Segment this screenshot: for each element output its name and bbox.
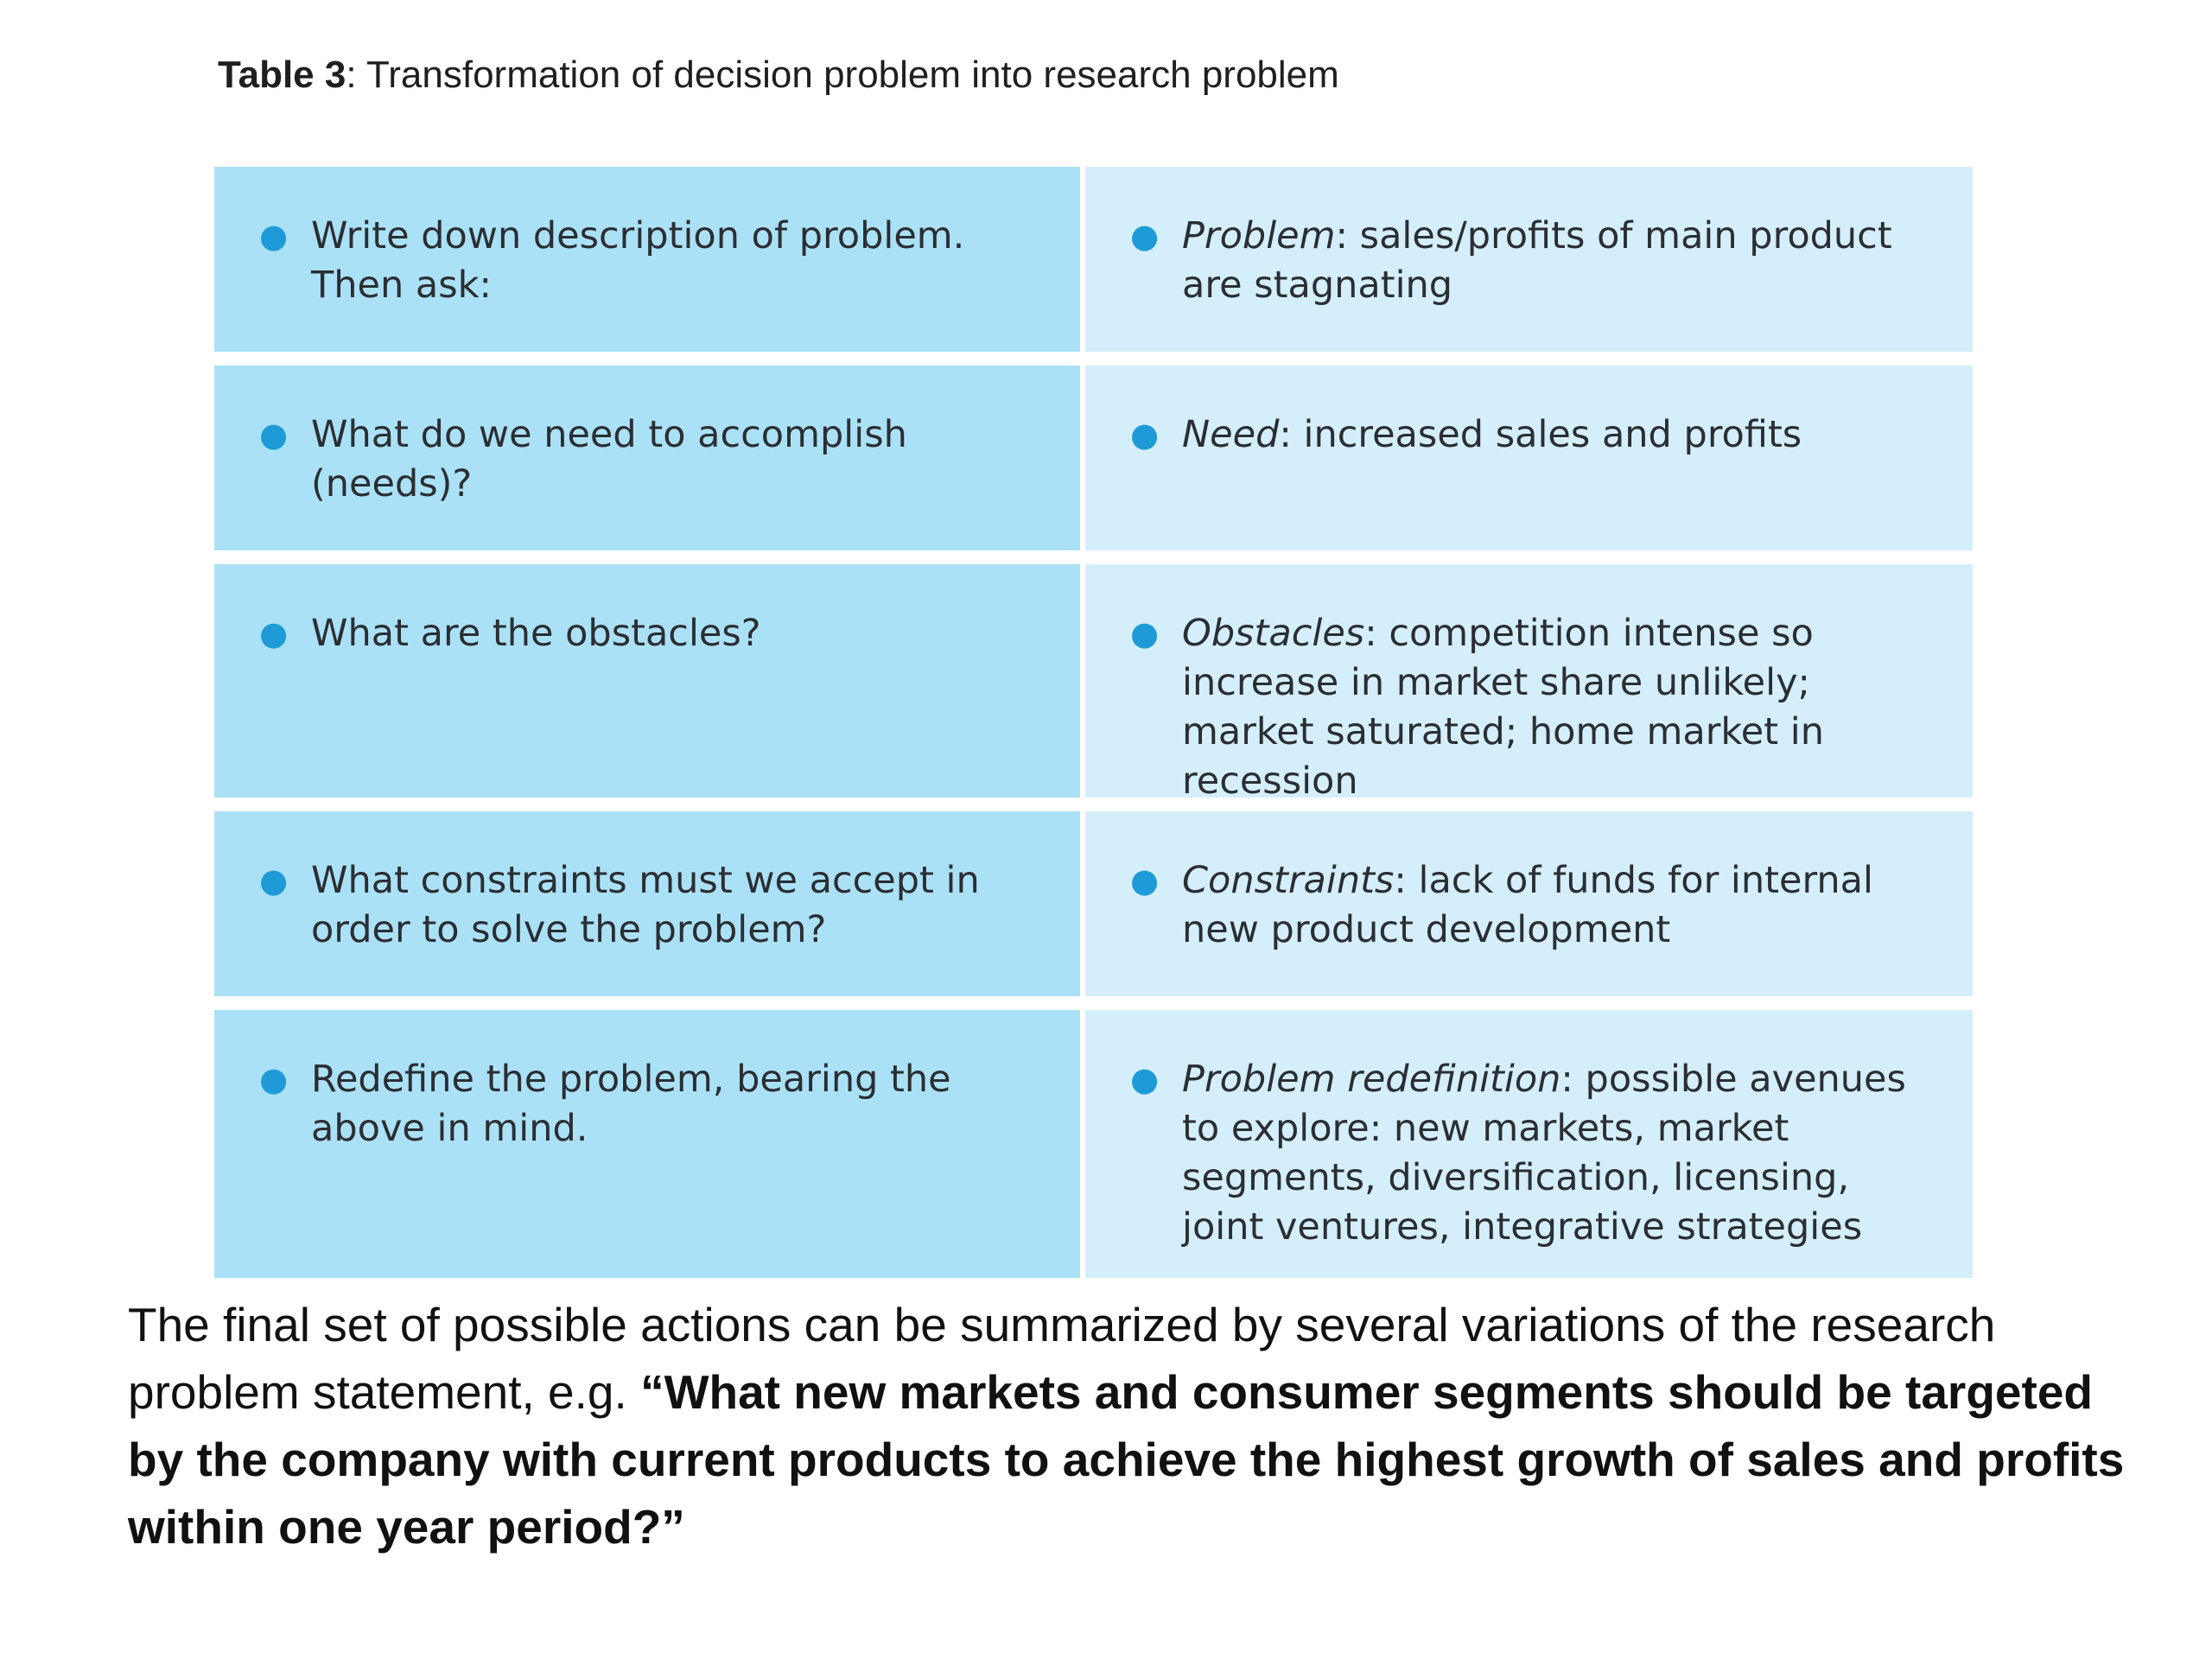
bullet-icon: ● <box>259 861 289 899</box>
decision-step-text: What constraints must we accept in order to solve the problem? <box>311 859 980 951</box>
decision-step-cell <box>214 1010 1080 1278</box>
table-row <box>214 1010 1973 1278</box>
decision-step-text: What do we need to accomplish (needs)? <box>311 413 907 505</box>
bullet-icon: ● <box>259 1060 289 1098</box>
table-row <box>214 365 1973 550</box>
answer-detail: : competition intense so increase in market share unlikely; market saturated; home market in recession <box>1182 612 1824 803</box>
research-answer-cell <box>1085 1010 1973 1278</box>
bullet-icon: ● <box>1130 861 1160 899</box>
bullet-icon: ● <box>1130 1060 1160 1098</box>
research-answer-text <box>1182 609 1938 806</box>
decision-step-cell <box>214 167 1080 352</box>
answer-term: Problem redefinition <box>1182 1058 1561 1101</box>
table-row <box>214 811 1973 996</box>
answer-detail: : sales/profits of main product are stagnating <box>1182 214 1892 307</box>
table-row <box>214 167 1973 352</box>
answer-detail: : possible avenues to explore: new markets, market segments, diversification, licensing, joint ventures, integrative strategies <box>1182 1058 1906 1249</box>
bullet-icon: ● <box>259 217 289 255</box>
bullet-icon: ● <box>259 416 289 454</box>
table-row <box>214 564 1973 803</box>
research-answer-text <box>1182 410 1938 460</box>
decision-step-text: Redefine the problem, bearing the above in mind. <box>311 1058 951 1150</box>
answer-term: Problem <box>1182 214 1336 257</box>
research-question: “What new markets and consumer segments should be targeted by the company with current products to achieve the highest growth of sales and profits within one year period?” <box>128 1365 2125 1554</box>
table-caption-label: Table 3 <box>218 54 346 96</box>
table-caption-text: : Transformation of decision problem into research problem <box>346 54 1339 96</box>
decision-step-cell <box>214 365 1080 550</box>
research-answer-cell <box>1085 365 1973 550</box>
answer-term: Need <box>1182 413 1280 456</box>
transformation-table <box>214 167 1973 1292</box>
bullet-icon: ● <box>1130 416 1160 454</box>
research-answer-text <box>1182 1055 1938 1252</box>
answer-term: Obstacles <box>1182 612 1365 655</box>
research-answer-cell <box>1085 167 1973 352</box>
decision-step-text: What are the obstacles? <box>311 612 761 655</box>
research-answer-text <box>1182 212 1938 310</box>
answer-term: Constraints <box>1182 859 1395 902</box>
research-answer-text <box>1182 856 1938 955</box>
table-caption <box>218 54 1339 97</box>
answer-detail: : lack of funds for internal new product development <box>1182 859 1873 951</box>
research-answer-cell <box>1085 811 1973 996</box>
decision-step-text: Write down description of problem. Then ask: <box>311 214 965 307</box>
answer-detail: : increased sales and profits <box>1279 413 1802 456</box>
bullet-icon: ● <box>1130 614 1160 652</box>
summary-paragraph <box>128 1291 2141 1560</box>
summary-intro: The final set of possible actions can be summarized by several variations of the research problem statement, e.g. <box>128 1298 1996 1419</box>
bullet-icon: ● <box>259 614 289 652</box>
bullet-icon: ● <box>1130 217 1160 255</box>
decision-step-cell <box>214 811 1080 996</box>
research-answer-cell <box>1085 564 1973 803</box>
decision-step-cell <box>214 564 1080 798</box>
